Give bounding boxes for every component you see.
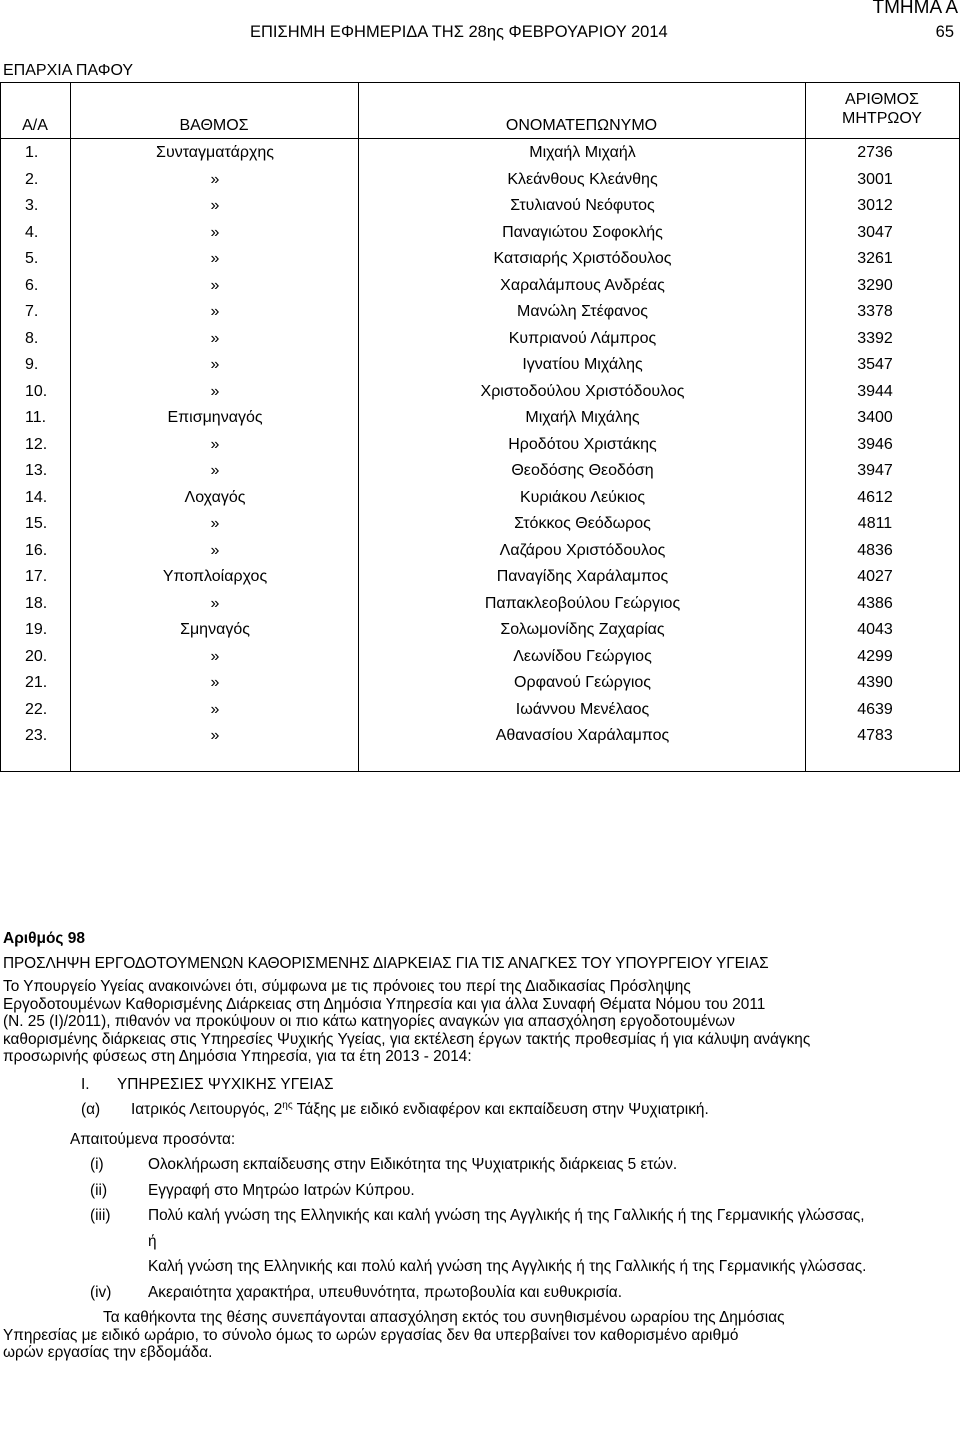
- row-number: 13.: [25, 462, 48, 479]
- row-rank: Υποπλοίαρχος: [162, 568, 268, 585]
- row-number: 10.: [25, 382, 48, 400]
- row-rank: Λοχαγός: [184, 488, 246, 506]
- row-number: 15.: [25, 515, 48, 532]
- row-name: Χριστοδούλου Χριστόδουλος: [480, 382, 685, 400]
- row-name: Στυλιανού Νεόφυτος: [510, 197, 655, 214]
- announcement-number: Αριθμός 98: [3, 930, 86, 947]
- row-name: Στόκκος Θεόδωρος: [514, 515, 651, 532]
- gazette-title: ΕΠΙΣΗΜΗ ΕΦΗΜΕΡΙΔΑ ΤΗΣ 28ης ΦΕΒΡΟΥΑΡΙΟΥ 2014: [250, 23, 668, 41]
- row-registry-number: 4390: [857, 674, 893, 691]
- table-row: [0, 330, 960, 357]
- row-name: Μιχαήλ Μιχαήλ: [529, 144, 636, 161]
- row-number: 23.: [25, 727, 48, 744]
- row-registry-number: 4612: [857, 488, 893, 506]
- table-row: [0, 224, 960, 251]
- announcement-subject: ΠΡΟΣΛΗΨΗ ΕΡΓΟΔΟΤΟΥΜΕΝΩΝ ΚΑΘΟΡΙΣΜΕΝΗΣ ΔΙΑΡΚΕΙΑΣ ΓΙΑ ΤΙΣ ΑΝΑΓΚΕΣ ΤΟΥ ΥΠΟΥΡΓΕΙΟΥ ΥΓΕΙΑΣ: [3, 954, 769, 972]
- qualification-item: [90, 1182, 956, 1200]
- announcement: [3, 930, 956, 1362]
- qualification-text: ή: [148, 1232, 157, 1250]
- table-row: [0, 197, 960, 224]
- qualification-label: (i): [90, 1156, 104, 1173]
- row-registry-number: 4299: [857, 647, 893, 665]
- row-number: 6.: [25, 276, 39, 294]
- row-rank: »: [210, 462, 220, 479]
- row-rank: »: [210, 541, 220, 559]
- table-row: [0, 383, 960, 410]
- qualification-item: [90, 1284, 956, 1302]
- row-rank: »: [210, 250, 220, 267]
- row-number: 8.: [25, 329, 39, 347]
- row-rank: »: [210, 170, 220, 188]
- row-registry-number: 3944: [857, 382, 893, 400]
- row-name: Μανώλη Στέφανος: [517, 303, 648, 320]
- qualification-item: [90, 1207, 956, 1225]
- row-number: 20.: [25, 647, 48, 665]
- table-row: [0, 515, 960, 542]
- table-row: [0, 542, 960, 569]
- row-registry-number: 3001: [857, 170, 893, 188]
- section-label: Ι.: [81, 1075, 90, 1093]
- row-registry-number: 4386: [857, 594, 893, 612]
- section-heading: [81, 1076, 956, 1094]
- table-row: [0, 356, 960, 383]
- page-number: 65: [935, 23, 954, 41]
- qualification-text: Εγγραφή στο Μητρώο Ιατρών Κύπρου.: [148, 1181, 415, 1199]
- header-rank: ΒΑΘΜΟΣ: [179, 117, 249, 134]
- quals-list: [90, 1156, 956, 1301]
- table-row: [0, 621, 960, 648]
- row-registry-number: 2736: [857, 144, 893, 161]
- row-rank: »: [210, 356, 220, 373]
- row-number: 3.: [25, 197, 39, 214]
- row-rank: Συνταγματάρχης: [156, 144, 274, 161]
- row-registry-number: 3946: [857, 435, 893, 453]
- row-name: Λαζάρου Χριστόδουλος: [499, 541, 666, 559]
- row-number: 17.: [25, 568, 48, 585]
- row-name: Μιχαήλ Μιχάλης: [525, 409, 640, 426]
- table-row: [0, 595, 960, 622]
- table-row: [0, 462, 960, 489]
- row-number: 4.: [25, 223, 39, 241]
- table-row: [0, 171, 960, 198]
- header-no: Α/Α: [22, 117, 48, 134]
- qualification-item: [90, 1258, 956, 1276]
- row-name: Κατσιαρής Χριστόδουλος: [493, 250, 672, 267]
- table-header-rule: [0, 138, 960, 139]
- row-name: Λεωνίδου Γεώργιος: [513, 647, 652, 665]
- row-rank: »: [210, 674, 220, 691]
- row-number: 19.: [25, 621, 48, 638]
- row-registry-number: 4836: [857, 541, 893, 559]
- table-row: [0, 568, 960, 595]
- row-rank: »: [210, 303, 220, 320]
- row-number: 9.: [25, 356, 39, 373]
- qualification-label: (iv): [90, 1283, 112, 1301]
- row-name: Ηροδότου Χριστάκης: [508, 435, 657, 453]
- row-registry-number: 3547: [857, 356, 893, 373]
- row-name: Ορφανού Γεώργιος: [514, 674, 651, 691]
- row-number: 7.: [25, 303, 39, 320]
- qualification-text: Πολύ καλή γνώση της Ελληνικής και καλή γνώση της Αγγλικής ή της Γαλλικής ή της Γερμανικής γλώσσας,: [148, 1207, 865, 1224]
- row-rank: »: [210, 329, 220, 347]
- table-row: [0, 436, 960, 463]
- row-registry-number: 3947: [857, 462, 893, 479]
- table-row: [0, 277, 960, 304]
- qualification-label: (ii): [90, 1181, 108, 1199]
- table-row: [0, 701, 960, 728]
- row-rank: »: [210, 223, 220, 241]
- closing-line: ωρών εργασίας την εβδομάδα.: [3, 1344, 213, 1361]
- row-registry-number: 3392: [857, 329, 893, 347]
- row-number: 22.: [25, 700, 48, 718]
- row-registry-number: 4783: [857, 727, 893, 744]
- header-name: ΟΝΟΜΑΤΕΠΩΝΥΜΟ: [505, 117, 658, 134]
- row-registry-number: 3290: [857, 276, 893, 294]
- table-row: [0, 144, 960, 171]
- row-number: 1.: [25, 144, 39, 161]
- table-row: [0, 648, 960, 675]
- row-name: Κυπριανού Λάμπρος: [508, 329, 657, 347]
- table-row: [0, 674, 960, 701]
- row-name: Θεοδόσης Θεοδόση: [511, 462, 654, 479]
- row-name: Παπακλεοβούλου Γεώργιος: [484, 594, 681, 612]
- row-registry-number: 3378: [857, 303, 893, 320]
- row-name: Παναγιώτου Σοφοκλής: [502, 223, 663, 241]
- row-registry-number: 3400: [857, 409, 893, 426]
- row-registry-number: 3261: [857, 250, 893, 267]
- row-number: 16.: [25, 541, 48, 559]
- row-name: Παναγίδης Χαράλαμπος: [496, 568, 669, 585]
- row-rank: »: [210, 382, 220, 400]
- gazette-section: ΤΜΗΜΑ Α: [872, 0, 958, 18]
- row-registry-number: 4811: [857, 515, 893, 532]
- section-title: ΥΠΗΡΕΣΙΕΣ ΨΥΧΙΚΗΣ ΥΓΕΙΑΣ: [117, 1075, 334, 1093]
- row-number: 5.: [25, 250, 39, 267]
- table-row: [0, 489, 960, 516]
- table-row: [0, 303, 960, 330]
- row-number: 18.: [25, 594, 48, 612]
- row-name: Χαραλάμπους Ανδρέας: [500, 276, 665, 294]
- item-text: Ιατρικός Λειτουργός, $2^{\eta\varsigma}$ Τάξης με ειδικό ενδιαφέρον και εκπαίδευση στην Ψυχιατρική.: [131, 1099, 709, 1118]
- row-registry-number: 4043: [857, 621, 893, 638]
- row-number: 2.: [25, 170, 39, 188]
- row-number: 14.: [25, 488, 48, 506]
- row-registry-number: 3012: [857, 197, 893, 214]
- closing-line: Υπηρεσίας με ειδικό ωράριο, το σύνολο όμως το ωρών εργασίας δεν θα υπερβαίνει τον καθορισμένο αριθμό: [3, 1326, 739, 1344]
- row-number: 21.: [25, 674, 48, 691]
- item-label: (α): [81, 1101, 101, 1118]
- intro-line: Το Υπουργείο Υγείας ανακοινώνει ότι, σύμφωνα με τις πρόνοιες του περί της Διαδικασίας Πρόσληψης: [3, 978, 691, 995]
- qualification-text: Καλή γνώση της Ελληνικής και πολύ καλή γνώση της Αγγλικής ή της Γαλλικής ή της Γερμανικής γλώσσας.: [148, 1258, 867, 1275]
- row-name: Ιωάννου Μενέλαος: [515, 700, 650, 718]
- intro-line: (Ν. 25 (Ι)/2011), πιθανόν να προκύψουν οι πιο κάτω κατηγορίες αναγκών για απασχόληση εργοδοτουμένων: [3, 1013, 735, 1030]
- table-row: [0, 250, 960, 277]
- table-border-top: [0, 82, 960, 83]
- intro-line: Εργοδοτουμένων Καθορισμένης Διάρκειας στη Δημόσια Υπηρεσία και για άλλα Συναφή Θέματα Νόμου του 2011: [3, 995, 766, 1013]
- intro-line: προσωρινής φύσεως στη Δημόσια Υπηρεσία, για τα έτη 2013 - 2014:: [3, 1048, 472, 1065]
- header-reg-line2: ΜΗΤΡΩΟΥ: [842, 110, 922, 127]
- row-rank: »: [210, 515, 220, 532]
- row-rank: »: [210, 647, 220, 665]
- row-name: Σολωμονίδης Ζαχαρίας: [500, 621, 665, 638]
- row-number: 12.: [25, 435, 48, 453]
- row-registry-number: 4027: [857, 568, 893, 585]
- qualification-text: Ολοκλήρωση εκπαίδευσης στην Ειδικότητα της Ψυχιατρικής διάρκειας 5 ετών.: [148, 1156, 678, 1173]
- row-name: Κυριάκου Λεύκιος: [519, 488, 646, 506]
- row-rank: »: [210, 276, 220, 294]
- row-name: Κλεάνθους Κλεάνθης: [507, 170, 658, 188]
- qualification-item: [90, 1233, 956, 1251]
- row-rank: Επισμηναγός: [167, 409, 263, 426]
- row-registry-number: 4639: [857, 700, 893, 718]
- table-row: [0, 727, 960, 754]
- row-rank: »: [210, 594, 220, 612]
- position-item: [81, 1101, 956, 1119]
- row-rank: Σμηναγός: [180, 621, 250, 638]
- quals-title: Απαιτούμενα προσόντα:: [70, 1130, 236, 1148]
- table-row: [0, 409, 960, 436]
- row-rank: »: [210, 197, 220, 214]
- row-rank: »: [210, 727, 220, 744]
- table-border-bottom: [0, 771, 960, 772]
- officers-table: [0, 82, 960, 772]
- row-registry-number: 3047: [857, 223, 893, 241]
- row-name: Ιγνατίου Μιχάλης: [522, 356, 643, 373]
- district-heading: ΕΠΑΡΧΙΑ ΠΑΦΟΥ: [3, 62, 134, 79]
- qualification-label: [90, 1233, 148, 1251]
- qualification-text: Ακεραιότητα χαρακτήρα, υπευθυνότητα, πρωτοβουλία και ευθυκρισία.: [148, 1283, 622, 1301]
- row-name: Αθανασίου Χαράλαμπος: [495, 727, 670, 744]
- row-rank: »: [210, 435, 220, 453]
- row-rank: »: [210, 700, 220, 718]
- qualification-item: [90, 1156, 956, 1174]
- qualification-label: (iii): [90, 1207, 111, 1224]
- header-reg-line1: ΑΡΙΘΜΟΣ: [845, 91, 919, 108]
- intro-line: καθορισμένης διάρκειας στις Υπηρεσίες Ψυχικής Υγείας, για εκτέλεση έργων τακτής προθεσμίας ή για κάλυψη ανάγκης: [3, 1030, 811, 1048]
- closing-line: Τα καθήκοντα της θέσης συνεπάγονται απασχόληση εκτός του συνηθισμένου ωραρίου της Δημόσιας: [103, 1309, 785, 1326]
- row-number: 11.: [25, 409, 47, 426]
- qualification-label: [90, 1258, 148, 1276]
